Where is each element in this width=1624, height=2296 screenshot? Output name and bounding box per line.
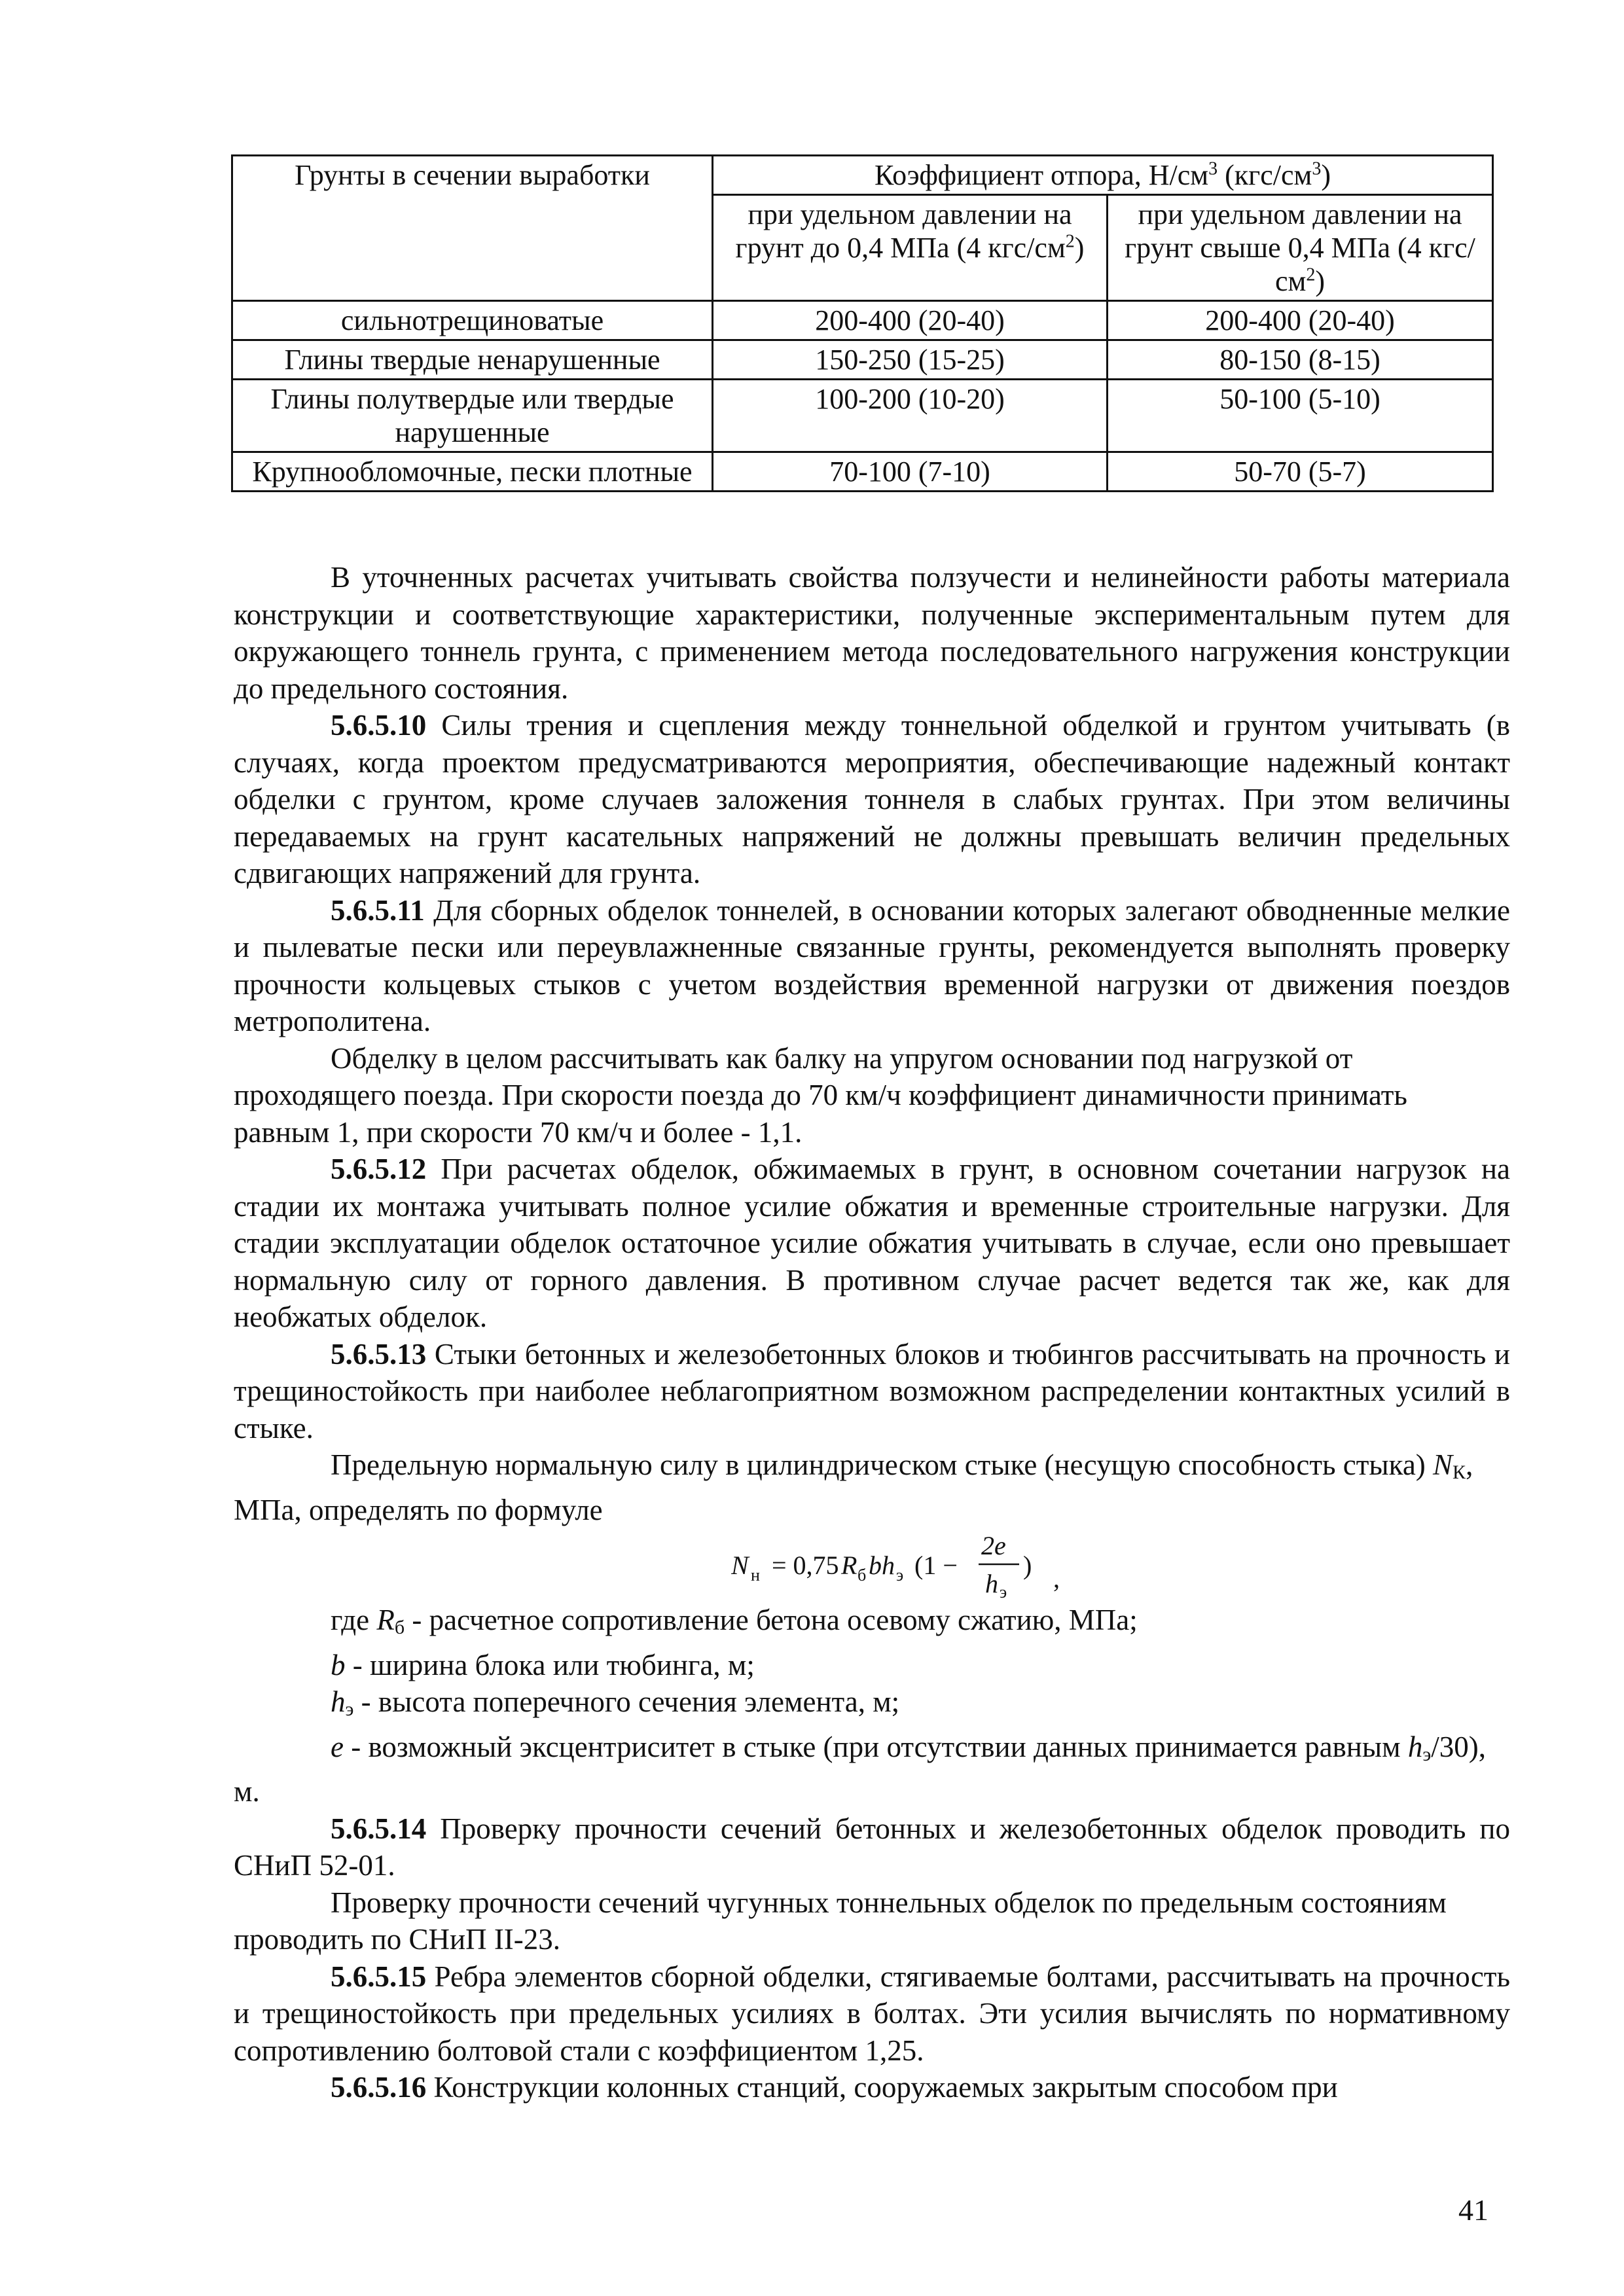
formula-bh: bh xyxy=(869,1551,895,1580)
where-h: $h_э$ - высота поперечного сечения элемента, м; xyxy=(331,1685,900,1720)
clause-number: 5.6.5.10 xyxy=(331,709,427,742)
clause-5-6-5-13: 5.6.5.13 Стыки бетонных и железобетонных блоков и тюбингов рассчитывать на прочность и трещиностойкость при наиболее неблагоприятном возможном распределении контактных усилий в стыке. xyxy=(234,1337,1510,1444)
where-e: e - возможный эксцентриситет в стыке (при отсутствии данных принимается равным $h_э/30$), м. xyxy=(234,1730,1486,1808)
formula-comma: , xyxy=(1053,1564,1060,1593)
formula-denominator: h xyxy=(985,1569,998,1598)
body-text xyxy=(234,559,1510,2106)
where-rb: где $R_б$ - расчетное сопротивление бетона осевому сжатию, МПа; xyxy=(331,1604,1138,1638)
clause-5-6-5-15: 5.6.5.15 Ребра элементов сборной обделки, стягиваемые болтами, рассчитывать на прочность и трещиностойкость при предельных усилиях в болтах. Эти усилия вычислять по нормативному сопротивлению болтовой стали с коэффициентом 1,25. xyxy=(234,1960,1510,2067)
formula-numerator: 2e xyxy=(981,1531,1006,1560)
clause-number: 5.6.5.16 xyxy=(331,2071,427,2104)
formula-h-sub: э xyxy=(896,1566,904,1585)
cell-soil: Глины полутвердые или твердые нарушенные xyxy=(232,380,713,452)
clause-number: 5.6.5.15 xyxy=(331,1960,427,1993)
cell-high: 50-70 (5-7) xyxy=(1108,452,1493,492)
cell-soil: Глины твердые ненарушенные xyxy=(232,340,713,380)
formula-close: ) xyxy=(1023,1551,1032,1580)
formula-open: (1 − xyxy=(914,1551,958,1580)
soil-coefficient-table xyxy=(231,154,1494,492)
formula-den-sub: э xyxy=(1000,1583,1007,1602)
formula-r-sub: б xyxy=(857,1566,867,1585)
cell-high: 80-150 (8-15) xyxy=(1108,340,1493,380)
table-row xyxy=(232,380,1493,452)
formula-lhs: N xyxy=(731,1551,749,1580)
table-row xyxy=(232,301,1493,340)
clause-5-6-5-14: 5.6.5.14 Проверку прочности сечений бетонных и железобетонных обделок проводить по СНиП 52-01. xyxy=(234,1812,1510,1882)
cell-low: 100-200 (10-20) xyxy=(713,380,1108,452)
formula-r: R xyxy=(841,1551,857,1580)
subheader-high-pressure: при удельном давлении на грунт свыше 0,4 МПа (4 кгс/$см^2$) xyxy=(1108,195,1493,301)
where-b: b - ширина блока или тюбинга, м; xyxy=(331,1648,755,1681)
clause-number: 5.6.5.13 xyxy=(331,1337,427,1371)
cell-low: 70-100 (7-10) xyxy=(713,452,1108,492)
clause-5-6-5-10: 5.6.5.10 Силы трения и сцепления между тоннельной обделкой и грунтом учитывать (в случаях, когда проектом предусматриваются мероприятия, обеспечивающие надежный контакт обделки с грунтом, кроме случаев заложения тоннеля в слабых грунтах. При этом величины передаваемых на грунт касательных напряжений не должны превышать величин предельных сдвигающих напряжений для грунта. xyxy=(234,709,1510,889)
header-coefficient: Коэффициент отпора, $Н/см^3$ $(кгс/см^3)$ xyxy=(713,156,1493,195)
formula-lhs-sub: н xyxy=(751,1566,760,1585)
formula-graphic xyxy=(731,1528,1098,1602)
paragraph-ultimate-force: Предельную нормальную силу в цилиндрическом стыке (несущую способность стыка) $N_К$, МПа, определять по формуле xyxy=(234,1448,1473,1526)
clause-5-6-5-16: 5.6.5.16 Конструкции колонных станций, сооружаемых закрытым способом при xyxy=(331,2071,1338,2104)
paragraph-lining-beam: Обделку в целом рассчитывать как балку на упругом основании под нагрузкой от проходящего поезда. При скорости поезда до 70 км/ч коэффициент динамичности принимать равным 1, при скорости 70 км/ч и более - 1,1. xyxy=(234,1041,1407,1149)
clause-number: 5.6.5.12 xyxy=(331,1153,427,1185)
clause-number: 5.6.5.14 xyxy=(331,1812,427,1845)
table-row xyxy=(232,340,1493,380)
cell-soil: сильнотрещиноватые xyxy=(232,301,713,340)
subheader-low-pressure: при удельном давлении на грунт до 0,4 МПа (4 кгс/$см^2$) xyxy=(713,195,1108,301)
cell-low: 200-400 (20-40) xyxy=(713,301,1108,340)
joint-force-formula xyxy=(234,1528,1510,1602)
cell-soil: Крупнообломочные, пески плотные xyxy=(232,452,713,492)
cell-low: 150-250 (15-25) xyxy=(713,340,1108,380)
cell-high: 50-100 (5-10) xyxy=(1108,380,1493,452)
header-soil: Грунты в сечении выработки xyxy=(232,156,713,301)
clause-number: 5.6.5.11 xyxy=(331,893,425,927)
table-header-row xyxy=(232,156,1493,195)
clause-5-6-5-12: 5.6.5.12 При расчетах обделок, обжимаемых в грунт, в основном сочетании нагрузок на стадии их монтажа учитывать полное усилие обжатия и временные строительные нагрузки. Для стадии эксплуатации обделок остаточное усилие обжатия учитывать в случае, если оно превышает нормальную силу от горного давления. В противном случае расчет ведется так же, как для необжатых обделок. xyxy=(234,1153,1510,1333)
clause-5-6-5-11: 5.6.5.11 Для сборных обделок тоннелей, в основании которых залегают обводненные мелкие и пылеватые пески или переувлажненные связанные грунты, рекомендуется выполнять проверку прочности кольцевых стыков с учетом воздействия временной нагрузки от движения поездов метрополитена. xyxy=(234,893,1510,1037)
formula-eq: = 0,75 xyxy=(772,1551,839,1580)
page-number: 41 xyxy=(1458,2193,1489,2227)
paragraph-cast-iron: Проверку прочности сечений чугунных тоннельных обделок по предельным состояниям проводить по СНиП II-23. xyxy=(234,1886,1447,1956)
paragraph-refined-calculations: В уточненных расчетах учитывать свойства ползучести и нелинейности работы материала конструкции и соответствующие характеристики, полученные экспериментальным путем для окружающего тоннель грунта, с применением метода последовательного нагружения конструкции до предельного состояния. xyxy=(234,561,1510,705)
table-row xyxy=(232,452,1493,492)
cell-high: 200-400 (20-40) xyxy=(1108,301,1493,340)
